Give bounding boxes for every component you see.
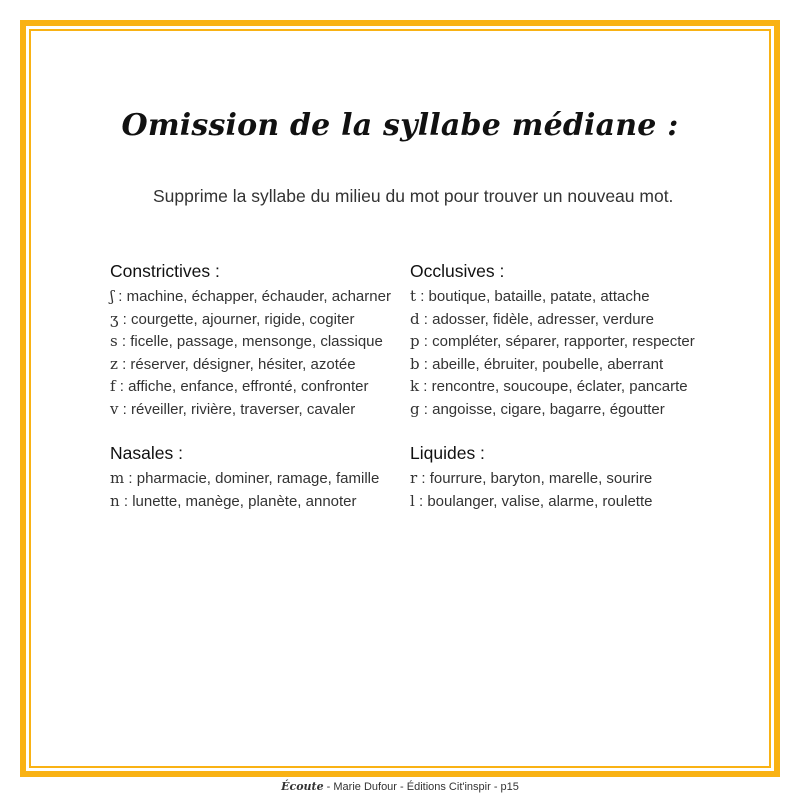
phoneme-symbol: d: [410, 309, 420, 328]
word-list: rencontre, soucoupe, éclater, pancarte: [431, 378, 688, 395]
group-title-occlusives: Occlusives :: [410, 261, 505, 281]
phoneme-symbol: p: [410, 332, 420, 350]
word-list: pharmacie, dominer, ramage, famille: [136, 470, 380, 487]
footer-credit: [0, 780, 800, 793]
list-item: l : boulanger, valise, alarme, roulette: [410, 490, 652, 513]
group-title-constrictives: Constrictives :: [110, 261, 220, 281]
footer-brand: Écoute: [281, 780, 324, 793]
phoneme-symbol: s: [110, 332, 118, 350]
group-nasales: [110, 441, 379, 512]
phoneme-symbol: k: [410, 377, 420, 395]
page-title: Omission de la syllabe médiane :: [121, 108, 679, 143]
phoneme-symbol: m: [110, 469, 125, 487]
word-list: angoisse, cigare, bagarre, égoutter: [432, 400, 665, 418]
phoneme-symbol: f: [110, 377, 116, 395]
word-list: courgette, ajourner, rigide, cogiter: [130, 310, 355, 328]
group-title-nasales: Nasales :: [110, 443, 183, 463]
word-list: boulanger, valise, alarme, roulette: [427, 492, 653, 510]
footer-text: - Marie Dufour - Éditions Cit'inspir - p15: [323, 781, 519, 793]
word-list: adosser, fidèle, adresser, verdure: [432, 310, 654, 328]
list-item: ʃ : machine, échapper, échauder, acharner: [110, 285, 391, 308]
phoneme-symbol: g: [410, 399, 420, 418]
list-item: s : ficelle, passage, mensonge, classique: [110, 330, 391, 353]
group-occlusives: [410, 259, 695, 420]
list-item: n : lunette, manège, planète, annoter: [110, 490, 379, 513]
group-constrictives: [110, 259, 391, 420]
word-list: boutique, bataille, patate, attache: [428, 288, 650, 305]
phoneme-symbol: n: [110, 491, 120, 510]
word-list: ficelle, passage, mensonge, classique: [130, 333, 383, 350]
phoneme-symbol: t: [410, 287, 417, 305]
word-list: fourrure, baryton, marelle, sourire: [429, 470, 653, 487]
word-list: affiche, enfance, effronté, confronter: [128, 378, 369, 395]
list-item: v : réveiller, rivière, traverser, cavaler: [110, 398, 391, 421]
list-item: f : affiche, enfance, effronté, confronter: [110, 375, 391, 398]
list-item: d : adosser, fidèle, adresser, verdure: [410, 308, 695, 331]
group-title-liquides: Liquides :: [410, 443, 485, 463]
phoneme-symbol: ʒ: [110, 309, 119, 328]
list-item: r : fourrure, baryton, marelle, sourire: [410, 467, 652, 490]
list-item: g : angoisse, cigare, bagarre, égoutter: [410, 398, 695, 421]
group-liquides: [410, 441, 652, 512]
phoneme-symbol: l: [410, 491, 415, 510]
word-list: abeille, ébruiter, poubelle, aberrant: [432, 355, 664, 373]
word-list: réserver, désigner, hésiter, azotée: [130, 355, 356, 373]
phoneme-symbol: b: [410, 354, 420, 373]
phoneme-symbol: ʃ: [110, 287, 115, 305]
word-list: lunette, manège, planète, annoter: [132, 492, 357, 510]
list-item: ʒ : courgette, ajourner, rigide, cogiter: [110, 308, 391, 331]
list-item: b : abeille, ébruiter, poubelle, aberrant: [410, 353, 695, 376]
phoneme-symbol: v: [110, 399, 119, 418]
list-item: p : compléter, séparer, rapporter, respecter: [410, 330, 695, 353]
word-list: réveiller, rivière, traverser, cavaler: [131, 400, 356, 418]
phoneme-symbol: z: [110, 354, 118, 373]
phoneme-symbol: r: [410, 469, 418, 487]
word-list: compléter, séparer, rapporter, respecter: [432, 333, 695, 350]
list-item: z : réserver, désigner, hésiter, azotée: [110, 353, 391, 376]
instruction-text: Supprime la syllabe du milieu du mot pour trouver un nouveau mot.: [153, 186, 674, 206]
list-item: m : pharmacie, dominer, ramage, famille: [110, 467, 379, 490]
list-item: t : boutique, bataille, patate, attache: [410, 285, 695, 308]
word-list: machine, échapper, échauder, acharner: [126, 288, 391, 305]
list-item: k : rencontre, soucoupe, éclater, pancarte: [410, 375, 695, 398]
